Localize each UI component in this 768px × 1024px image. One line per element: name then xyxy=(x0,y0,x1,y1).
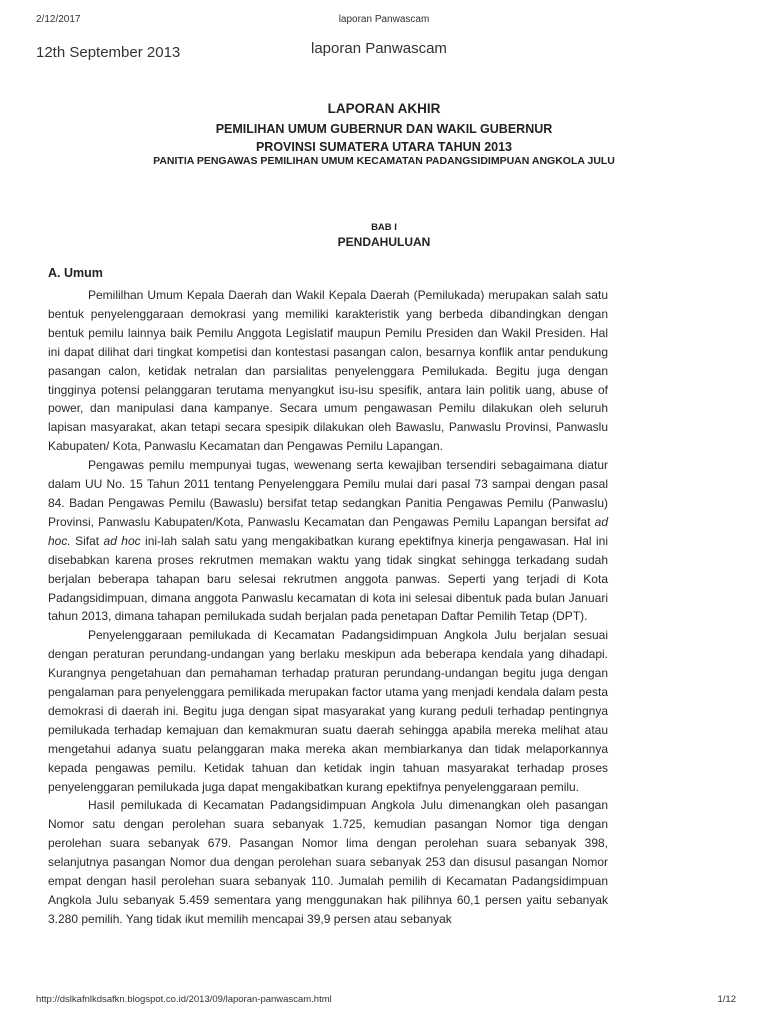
paragraph-1: Pemililhan Umum Kepala Daerah dan Wakil Kepala Daerah (Pemilukada) merupakan salah satu bentuk penyelenggaraan demokrasi yang memiliki karakteristik yang berbeda dibandingkan dengan bentuk pemilu lainnya baik Pemilu Anggota Legislatif maupun Pemilu Presiden dan Wakil Presiden. Hal ini dapat dilihat dari tingkat kompetisi dan kontestasi pasangan calon, besarnya konflik antar pendukung pasangan calon, ketidak netralan dan parsialitas penyelenggara Pemilukada. Begitu juga dengan tingginya potensi pelanggaran terutama menyangkut isu-isu spesifik, antara lain politik uang, abuse of power, dan manipulasi dana kampanye. Secara umum pengawasan Pemilu dilakukan oleh seluruh lapisan masyarakat, akan tetapi secara spesipik dilakukan oleh Bawaslu, Panwaslu Provinsi, Panwaslu Kabupaten/ Kota, Panwaslu Kecamatan dan Pengawas Pemilu Lapangan. xyxy=(48,288,608,454)
paragraph-2-part-c: ini-lah salah satu yang mengakibatkan kurang epektifnya kinerja pengawasan. Hal ini disebabkan karena proses rekrutmen memakan waktu yang tidak singkat sehingga terkadang sudah berjalan beberapa tahapan baru selesai rekrutmen anggota panwas. Seperti yang terjadi di Kota Padangsidimpuan, dimana anggota Panwaslu kecamatan di kota ini selesai dibentuk pada bulan Januari tahun 2013, dimana tahapan pemilukada sudah berjalan pada penetapan Daftar Pemilih Tetap (DPT). xyxy=(48,533,608,624)
paragraph-2-part-b: Sifat xyxy=(75,533,100,548)
report-subtitle-3: PANITIA PENGAWAS PEMILIHAN UMUM KECAMATAN PADANGSIDIMPUAN ANGKOLA JULU xyxy=(153,155,615,167)
print-date: 2/12/2017 xyxy=(36,14,81,25)
chapter-number: BAB I xyxy=(371,222,397,233)
print-header xyxy=(0,14,768,28)
paragraph-2-part-a: Pengawas pemilu mempunyai tugas, wewenang serta kewajiban tersendiri sebagaimana diatur dalam UU No. 15 Tahun 2011 tentang Penyelenggara Pemilu mulai dari pasal 73 sampai dengan pasal 84. Badan Pengawas Pemilu (Bawaslu) bersifat tetap sedangkan Panitia Pengawas Pemilu (Panwaslu) Provinsi, Panwaslu Kabupaten/Kota, Panwaslu Kecamatan dan Pengawas Pemilu Lapangan bersifat xyxy=(48,458,608,529)
print-footer xyxy=(0,994,768,1008)
print-page-title: laporan Panwascam xyxy=(338,14,430,25)
post-title[interactable]: laporan Panwascam xyxy=(311,40,447,57)
paragraph-3: Penyelenggaraan pemilukada di Kecamatan Padangsidimpuan Angkola Julu berjalan sesuai dengan peraturan perundang-undangan yang berlaku meskipun ada beberapa kendala yang dihadapi. Kurangnya pengetahuan dan pemahaman terhadap praturan perundang-undangan begitu juga dengan pengalaman para penyelenggara pemilikada merupakan factor utama yang menjadi kendala dalam pesta demokrasi di daerah ini. Begitu juga dengan sipat masyarakat yang kurang peduli terhadap pentingnya pemilukada terhadap kemajuan dan kemakmuran suatu daerah sehingga apabila mereka melihat atau mengetahui adanya suatu pelanggaran maka mereka akan membiarkanya dan tidak melaporkannya kepada pengawas pemilu. Ketidak tahuan dan ketidak ingin tahuan masyarakat terhadap proses penyelenggaran pemilukada juga dapat mengakibatkan kurang epektifnya penyelenggaraan pemilu. xyxy=(48,628,608,794)
page-url[interactable]: http://dslkafnlkdsafkn.blogspot.co.id/2013/09/laporan-panwascam.html xyxy=(36,994,332,1005)
paragraph-2-emphasis-1: ad hoc. xyxy=(48,514,608,548)
paragraph-2-emphasis-2: ad hoc xyxy=(103,533,141,548)
report-subtitle-2: PROVINSI SUMATERA UTARA TAHUN 2013 xyxy=(255,140,513,154)
document-body xyxy=(48,286,608,929)
page-counter: 1/12 xyxy=(717,994,736,1005)
paragraph-4: Hasil pemilukada di Kecamatan Padangsidimpuan Angkola Julu dimenangkan oleh pasangan Nomor satu dengan perolehan suara sebanyak 1.725, kemudian pasangan Nomor tiga dengan perolehan suara sebanyak 679. Pasangan Nomor lima dengan perolehan suara sebanyak 398, selanjutnya pasangan Nomor dua dengan perolehan suara sebanyak 253 dan disusul pasangan Nomor empat dengan hasil perolehan suara sebanyak 110. Jumalah pemilih di Kecamatan Padangsidimpuan Angkola Julu sebanyak 5.459 sementara yang menggunakan hak pilihnya 60,1 persen yaitu sebanyak 3.280 pemilih. Yang tidak ikut memilih mencapai 39,9 persen atau sebanyak xyxy=(48,798,608,926)
report-subtitle-1: PEMILIHAN UMUM GUBERNUR DAN WAKIL GUBERNUR xyxy=(215,122,553,136)
report-title: LAPORAN AKHIR xyxy=(327,101,441,116)
post-date: 12th September 2013 xyxy=(36,44,181,61)
paragraph-2 xyxy=(48,456,608,626)
section-heading: A. Umum xyxy=(48,266,103,280)
chapter-title: PENDAHULUAN xyxy=(337,235,431,249)
